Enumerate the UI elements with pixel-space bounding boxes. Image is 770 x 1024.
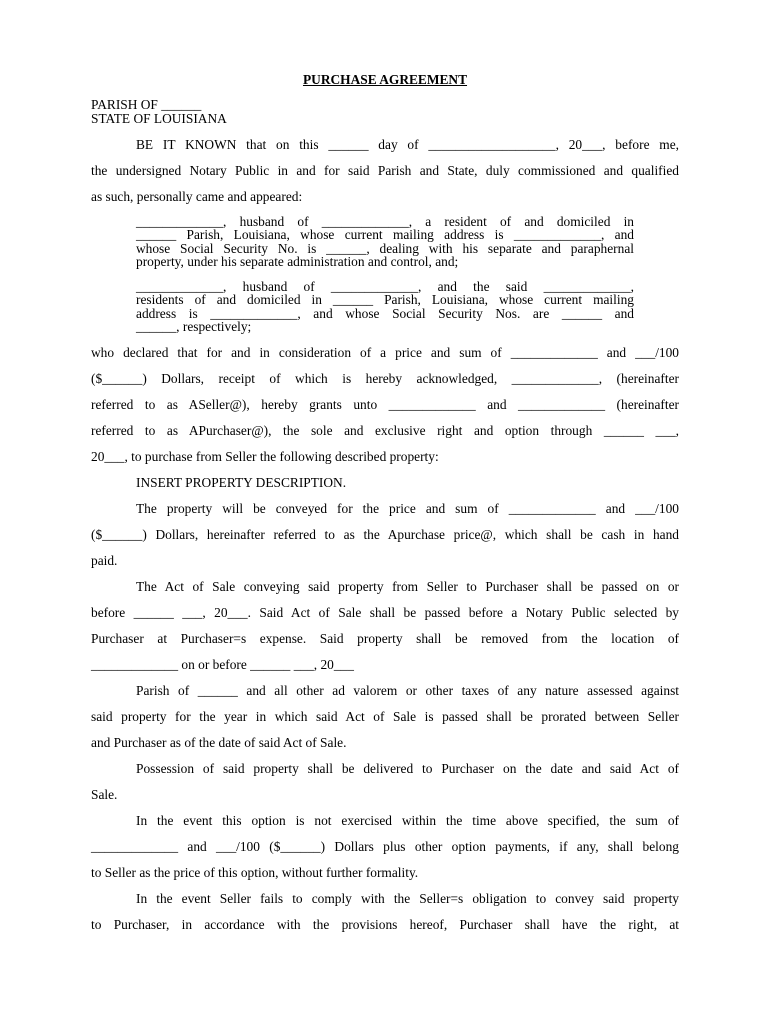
act-of-sale-line-1: The Act of Sale conveying said property from Seller to Purchaser shall be passed on or xyxy=(136,579,679,594)
possession-line-2: Sale. xyxy=(91,787,118,802)
insert-property-description: INSERT PROPERTY DESCRIPTION. xyxy=(136,475,347,490)
party-2-line: residents of and domiciled in ______ Parish, Louisiana, whose current mailing xyxy=(136,292,634,308)
seller-fails-line-1: In the event Seller fails to comply with the Seller=s obligation to convey said property xyxy=(136,891,679,906)
declared-line-3: referred to as ASeller@), hereby grants unto _____________ and _____________ (hereinafter xyxy=(91,397,679,412)
possession-line-1: Possession of said property shall be delivered to Purchaser on the date and said Act of xyxy=(136,761,679,776)
taxes-line-3: and Purchaser as of the date of said Act of Sale. xyxy=(91,735,347,750)
act-of-sale-line-3: Purchaser at Purchaser=s expense. Said property shall be removed from the location of xyxy=(91,631,679,646)
party-1-line: property, under his separate administration and control, and; xyxy=(136,253,459,269)
party-1-line: _____________, husband of _____________, a resident of and domiciled in xyxy=(136,214,634,229)
declared-line-5: 20___, to purchase from Seller the following described property: xyxy=(91,449,439,464)
option-line-2: _____________ and ___/100 ($______) Dollars plus other option payments, if any, shall belong xyxy=(91,839,679,854)
option-line-3: to Seller as the price of this option, without further formality. xyxy=(91,865,419,880)
document-title: PURCHASE AGREEMENT xyxy=(302,72,468,87)
party-1-block xyxy=(136,215,634,268)
intro-line-3: as such, personally came and appeared: xyxy=(91,189,303,204)
price-line-2: ($______) Dollars, hereinafter referred to as the Apurchase price@, which shall be cash in hand xyxy=(91,527,679,542)
party-2-line: address is _____________, and whose Social Security Nos. are ______ and xyxy=(136,305,634,321)
intro-line-1: BE IT KNOWN that on this ______ day of ___________________, 20___, before me, xyxy=(136,137,679,152)
declared-line-4: referred to as APurchaser@), the sole and exclusive right and option through ______ ___, xyxy=(91,423,679,438)
act-of-sale-line-4: _____________ on or before ______ ___, 20___ xyxy=(91,657,354,672)
seller-fails-line-2: to Purchaser, in accordance with the provisions hereof, Purchaser shall have the right, at xyxy=(91,917,679,932)
intro-line-2: the undersigned Notary Public in and for said Parish and State, duly commissioned and qualified xyxy=(91,163,679,178)
declared-line-2: ($______) Dollars, receipt of which is hereby acknowledged, _____________, (hereinafter xyxy=(91,371,679,386)
party-2-block xyxy=(136,280,634,333)
act-of-sale-line-2: before ______ ___, 20___. Said Act of Sale shall be passed before a Notary Public selected by xyxy=(91,605,679,620)
price-line-3: paid. xyxy=(91,553,118,568)
party-2-line: _____________, husband of _____________, and the said _____________, xyxy=(136,279,634,294)
party-1-line: whose Social Security No. is ______, dealing with his separate and paraphernal xyxy=(136,240,634,256)
party-1-line: ______ Parish, Louisiana, whose current mailing address is _____________, and xyxy=(136,227,634,243)
price-line-1: The property will be conveyed for the price and sum of _____________ and ___/100 xyxy=(136,501,679,516)
option-line-1: In the event this option is not exercised within the time above specified, the sum of xyxy=(136,813,679,828)
taxes-line-1: Parish of ______ and all other ad valorem or other taxes of any nature assessed against xyxy=(136,683,679,698)
parish-line: PARISH OF ______ xyxy=(91,97,202,112)
party-2-line: ______, respectively; xyxy=(136,318,252,334)
state-line: STATE OF LOUISIANA xyxy=(91,111,227,126)
taxes-line-2: said property for the year in which said Act of Sale is passed shall be prorated between Seller xyxy=(91,709,679,724)
declared-line-1: who declared that for and in consideration of a price and sum of _____________ and ___/100 xyxy=(91,345,679,360)
